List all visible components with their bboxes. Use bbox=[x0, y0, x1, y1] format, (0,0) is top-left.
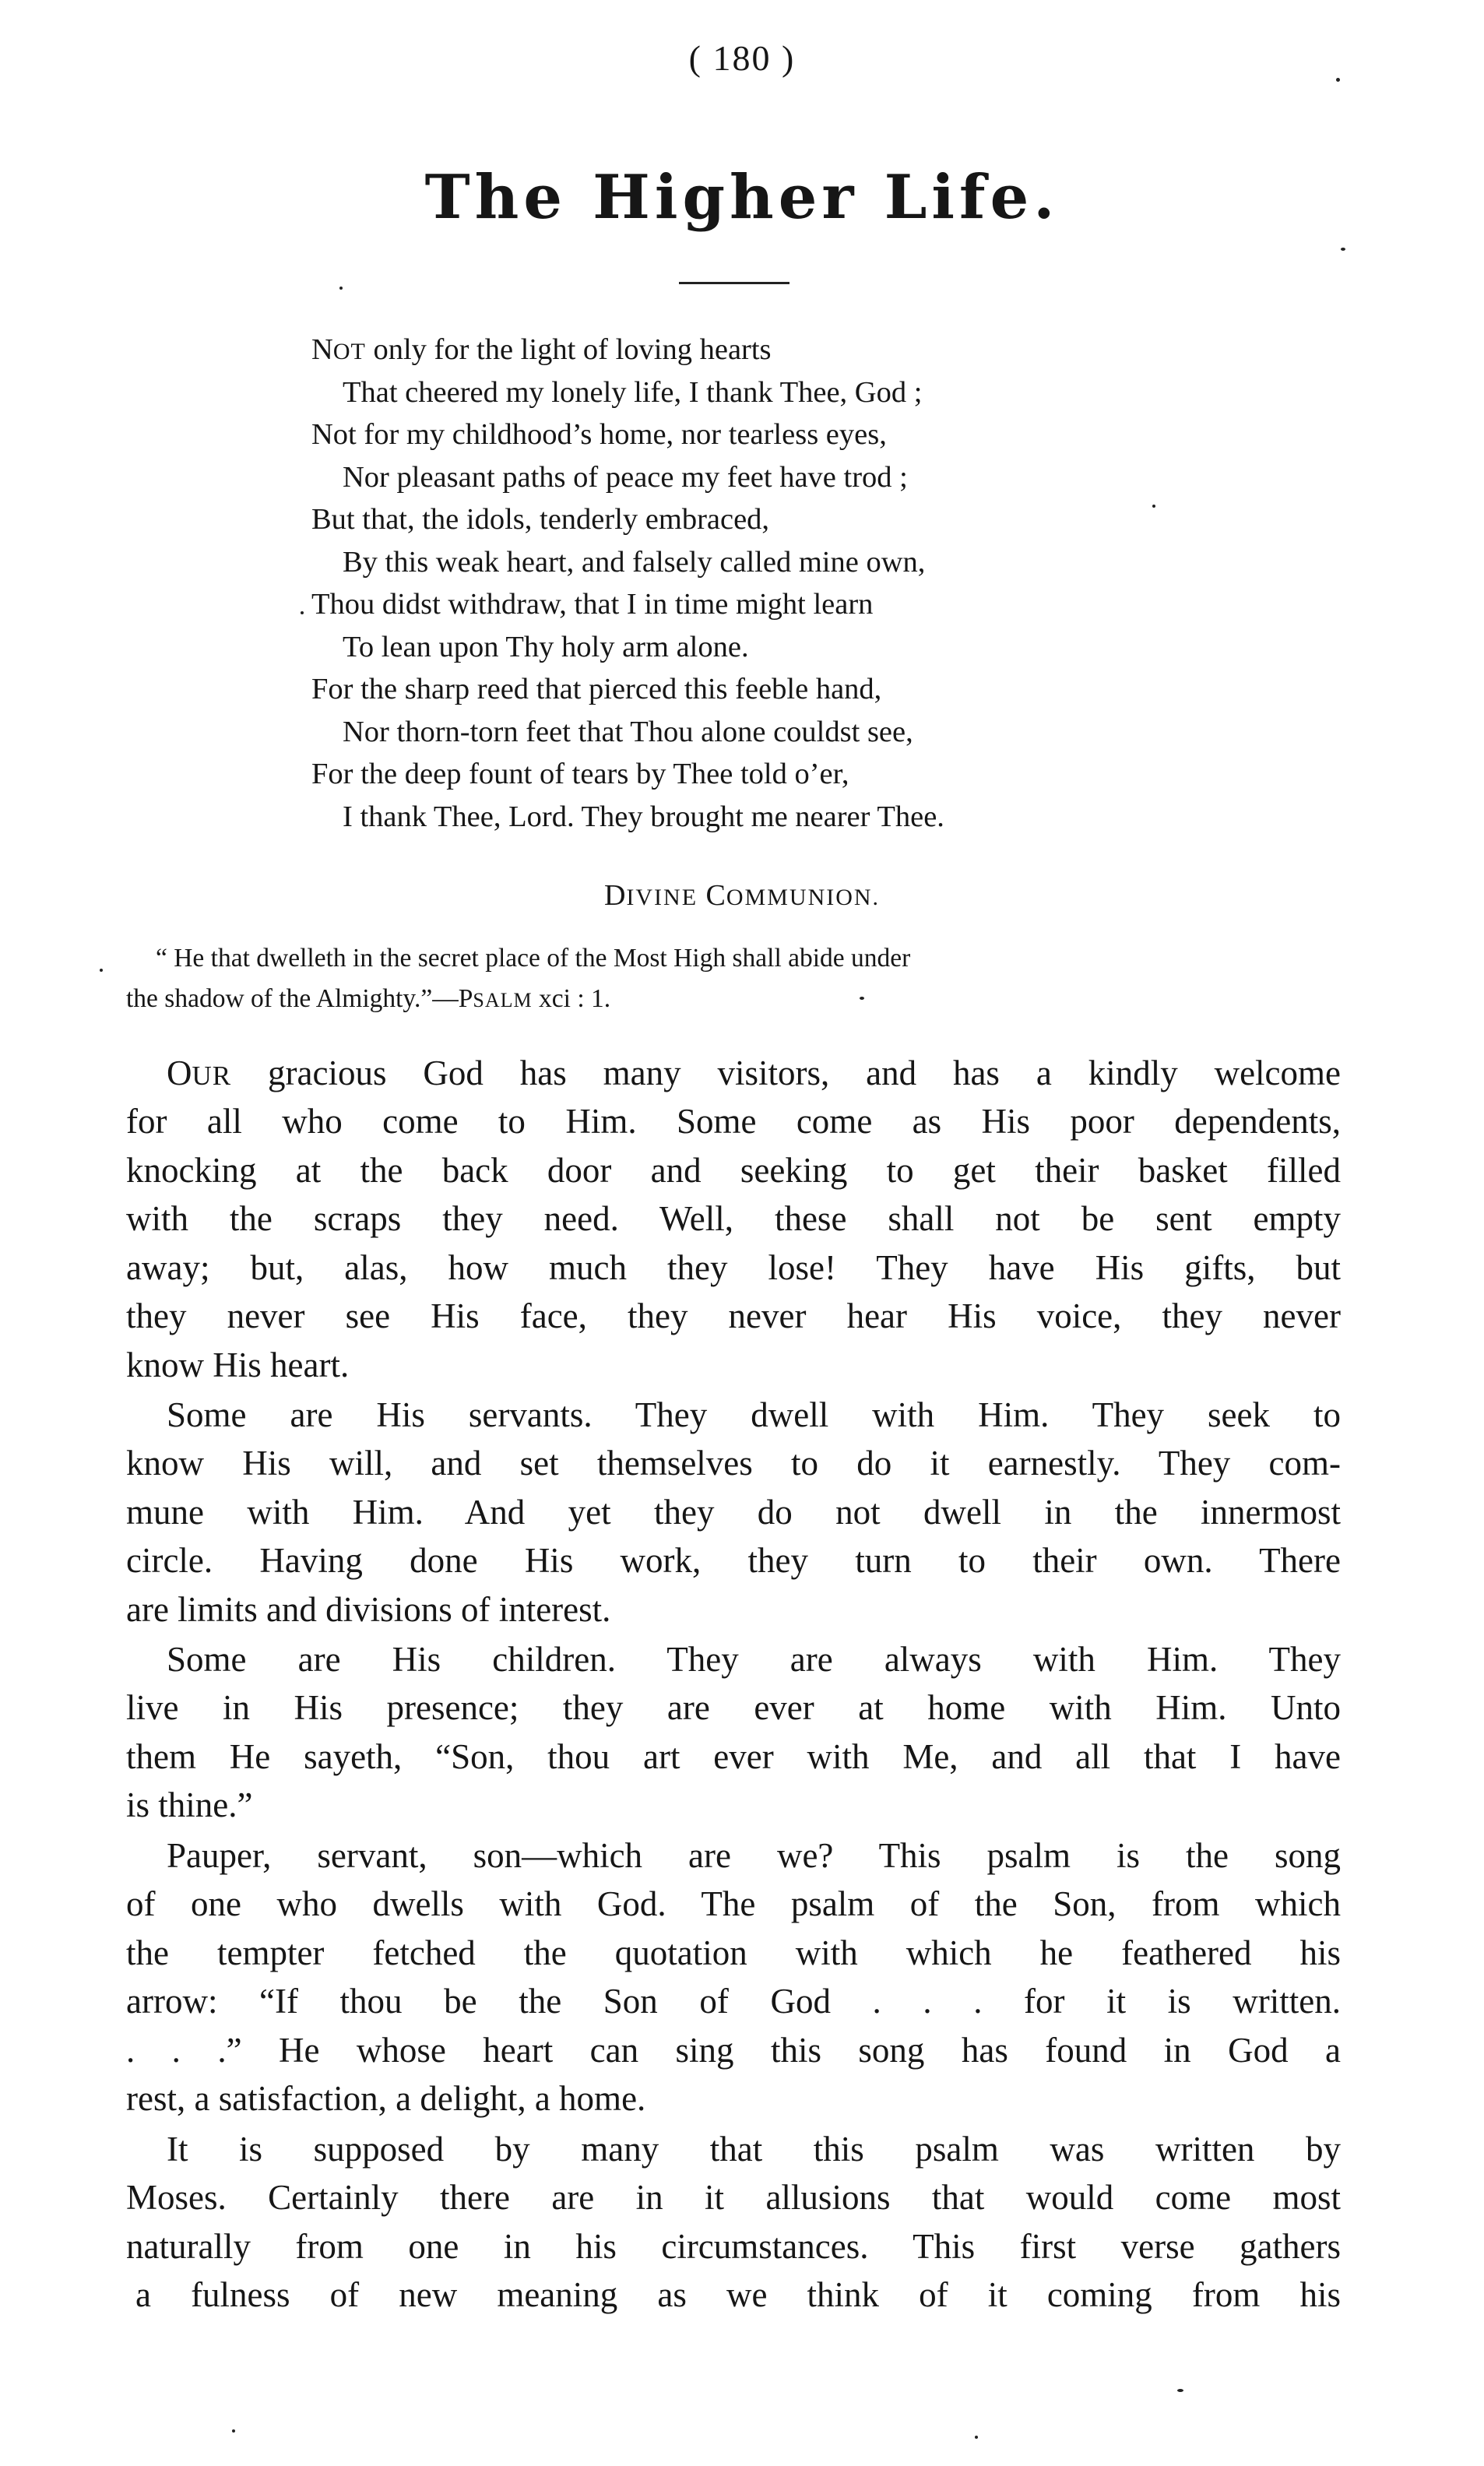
paragraph-line: them He sayeth, “Son, thou art ever with Me, and all that I have bbox=[126, 1737, 1341, 1776]
paragraph-line: mune with Him. And yet they do not dwell in the innermost bbox=[126, 1493, 1341, 1532]
paragraph-line: arrow: “If thou be the Son of God . . . for it is written. bbox=[126, 1982, 1341, 2021]
poem-line-text: only for the light of loving hearts bbox=[365, 333, 772, 366]
paragraph-line: with the scraps they need. Well, these shall not be sent empty bbox=[126, 1199, 1341, 1238]
paragraph-line: It is supposed by many that this psalm was written by bbox=[167, 2130, 1341, 2169]
paragraph-line: of one who dwells with God. The psalm of the Son, from which bbox=[126, 1884, 1341, 1923]
poem-line: Thou didst withdraw, that I in time might learn bbox=[311, 588, 874, 621]
scan-speck bbox=[1177, 2389, 1183, 2392]
scan-speck bbox=[1341, 248, 1345, 251]
scan-speck bbox=[339, 287, 343, 290]
paragraph-cap: O bbox=[167, 1054, 192, 1092]
poem-line: Nor thorn-torn feet that Thou alone couldst see, bbox=[343, 716, 913, 748]
drop-letter: N bbox=[311, 333, 333, 366]
section-heading bbox=[0, 878, 1484, 913]
paragraph-line: for all who come to Him. Some come as His poor dependents, bbox=[126, 1102, 1341, 1141]
poem-line: That cheered my lonely life, I thank Thee, God ; bbox=[343, 376, 923, 409]
paragraph-line: is thine.” bbox=[126, 1785, 253, 1824]
paragraph-line: away; but, alas, how much they lose! They have His gifts, but bbox=[126, 1248, 1341, 1287]
epigraph-reference: xci : 1. bbox=[532, 984, 611, 1013]
epigraph-line bbox=[126, 986, 1341, 1012]
page-number: ( 180 ) bbox=[688, 38, 796, 78]
small-caps: OT bbox=[332, 339, 366, 364]
scan-speck bbox=[232, 2429, 235, 2433]
paragraph-line: Some are His children. They are always with Him. They bbox=[167, 1640, 1341, 1679]
paragraph-line: Some are His servants. They dwell with Him. They seek to bbox=[167, 1395, 1341, 1434]
paragraph-small-caps: UR bbox=[192, 1061, 232, 1091]
page-title: The Higher Life. bbox=[424, 162, 1060, 233]
paragraph-line: Pauper, servant, son—which are we? This psalm is the song bbox=[167, 1836, 1341, 1875]
poem-line: For the deep fount of tears by Thee told o’er, bbox=[311, 758, 849, 790]
paragraph-line: circle. Having done His work, they turn to their own. There bbox=[126, 1541, 1341, 1580]
paragraph-line: rest, a satisfaction, a delight, a home. bbox=[126, 2079, 646, 2118]
epigraph-source-small-caps: SALM bbox=[473, 989, 533, 1011]
scan-speck bbox=[301, 611, 304, 614]
paragraph-line: live in His presence; they are ever at home with Him. Unto bbox=[126, 1688, 1341, 1727]
paragraph-line: . . .” He whose heart can sing this song has found in God a bbox=[126, 2031, 1341, 2070]
scan-speck bbox=[1336, 78, 1340, 82]
paragraph-line: Moses. Certainly there are in it allusions that would come most bbox=[126, 2178, 1341, 2217]
poem-line: To lean upon Thy holy arm alone. bbox=[343, 631, 749, 663]
scan-speck bbox=[975, 2436, 978, 2439]
scan-speck bbox=[860, 997, 864, 1000]
poem-line: For the sharp reed that pierced this feeble hand, bbox=[311, 673, 882, 705]
poem-line bbox=[311, 335, 772, 365]
poem-line: By this weak heart, and falsely called mine own, bbox=[343, 546, 926, 579]
heading-cap: C bbox=[698, 879, 726, 912]
paragraph-line bbox=[167, 1056, 1341, 1091]
heading-small-caps: IVINE bbox=[626, 885, 698, 910]
poem-line: Not for my childhood’s home, nor tearless eyes, bbox=[311, 418, 887, 451]
paragraph-line: they never see His face, they never hear His voice, they never bbox=[126, 1296, 1341, 1335]
epigraph-line: “ He that dwelleth in the secret place of the Most High shall abide under bbox=[156, 944, 911, 973]
title-divider bbox=[679, 282, 789, 284]
paragraph-line: naturally from one in his circumstances. This first verse gathers bbox=[126, 2227, 1341, 2266]
epigraph-source-cap: P bbox=[458, 984, 473, 1013]
poem-line: I thank Thee, Lord. They brought me nearer Thee. bbox=[343, 800, 944, 833]
paragraph-line: know His heart. bbox=[126, 1346, 350, 1384]
paragraph-line: know His will, and set themselves to do it earnestly. They com- bbox=[126, 1444, 1341, 1483]
paragraph-line-text: gracious God has many visitors, and has a kindly welcome bbox=[231, 1054, 1341, 1092]
scan-speck bbox=[100, 969, 103, 972]
scan-speck bbox=[1152, 505, 1155, 508]
heading-small-caps: OMMUNION. bbox=[726, 885, 881, 910]
paragraph-line: are limits and divisions of interest. bbox=[126, 1590, 611, 1629]
epigraph-text: the shadow of the Almighty.”— bbox=[126, 984, 459, 1013]
poem-line: Nor pleasant paths of peace my feet have trod ; bbox=[343, 461, 908, 494]
paragraph-line: the tempter fetched the quotation with which he feathered his bbox=[126, 1933, 1341, 1972]
heading-cap: D bbox=[603, 879, 627, 912]
paragraph-line: knocking at the back door and seeking to get their basket filled bbox=[126, 1151, 1341, 1190]
paragraph-line: a fulness of new meaning as we think of it coming from his bbox=[135, 2275, 1341, 2314]
poem-line: But that, the idols, tenderly embraced, bbox=[311, 503, 770, 536]
